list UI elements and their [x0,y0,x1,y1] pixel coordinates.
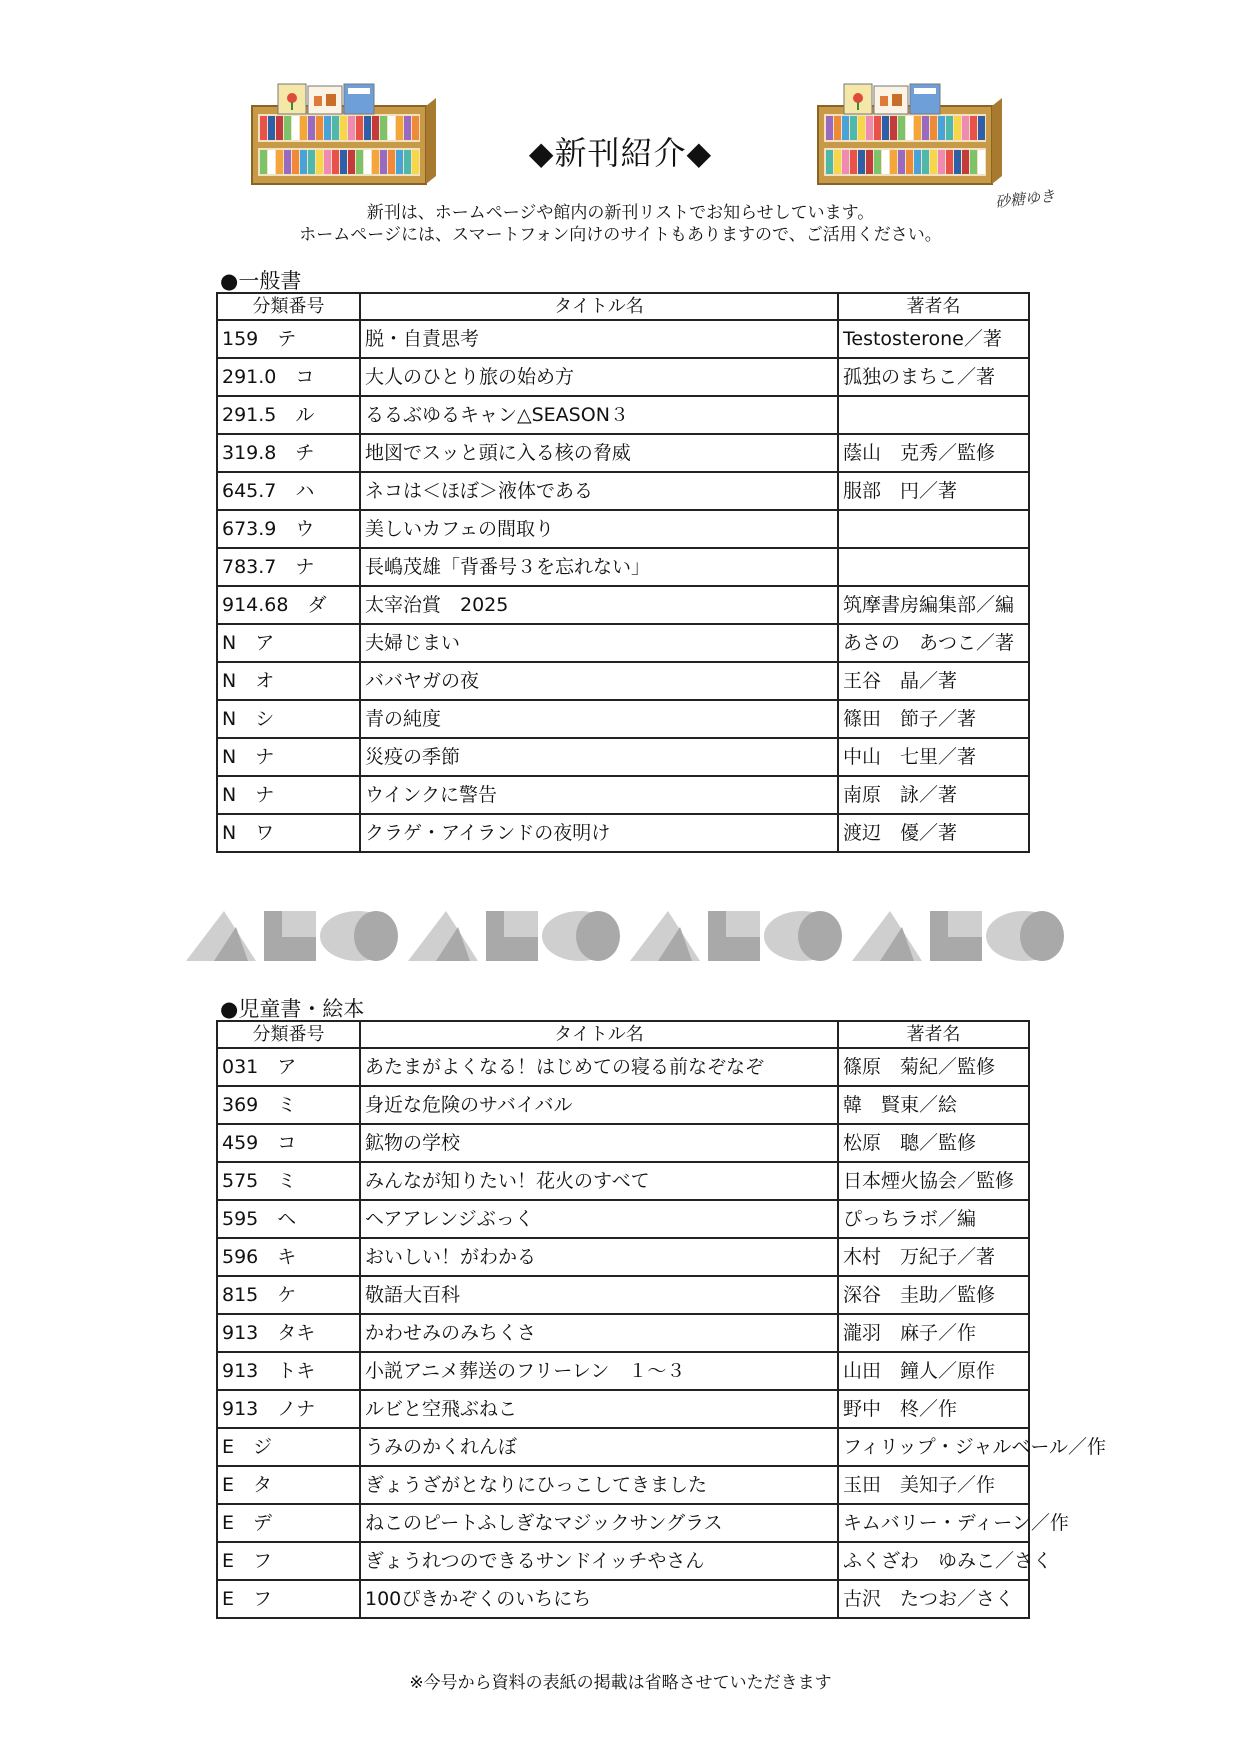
cell-title: 太宰治賞 2025 [360,586,838,624]
table-row [217,1504,1029,1542]
cell-author: 深谷 圭助／監修 [838,1276,1029,1314]
cell-author: 渡辺 優／著 [838,814,1029,852]
header-title: タイトル名 [360,293,838,320]
cell-title: 100ぴきかぞくのいちにち [360,1580,838,1618]
table-row [217,1466,1029,1504]
cell-author: フィリップ・ジャルベール／作 [838,1428,1029,1466]
cell-title: ぎょうれつのできるサンドイッチやさん [360,1542,838,1580]
table-header-row [217,1021,1029,1048]
cell-title: かわせみのみちくさ [360,1314,838,1352]
cell-title: 夫婦じまい [360,624,838,662]
header-code: 分類番号 [217,293,360,320]
divider-square-highlight [282,911,316,937]
cell-code: E ジ [217,1428,360,1466]
cell-title: 地図でスッと頭に入る核の脅威 [360,434,838,472]
table-row [217,586,1029,624]
cell-title: ウインクに警告 [360,776,838,814]
cell-author: 松原 聰／監修 [838,1124,1029,1162]
table-row [217,1124,1029,1162]
cell-title: 災疫の季節 [360,738,838,776]
header-code: 分類番号 [217,1021,360,1048]
cell-title: 長嶋茂雄「背番号３を忘れない」 [360,548,838,586]
table-row [217,472,1029,510]
table-row [217,1352,1029,1390]
table-row [217,510,1029,548]
table-row [217,1542,1029,1580]
page-title: ◆新刊紹介◆ [528,134,713,172]
cell-title: みんなが知りたい！花火のすべて [360,1162,838,1200]
cell-author: 服部 円／著 [838,472,1029,510]
cell-code: 783.7 ナ [217,548,360,586]
cell-title: ババヤガの夜 [360,662,838,700]
cell-title: るるぶゆるキャン△SEASON３ [360,396,838,434]
cell-author: ぴっちラボ／編 [838,1200,1029,1238]
header-title: タイトル名 [360,1021,838,1048]
general-books-table [216,292,1030,853]
cell-code: N ア [217,624,360,662]
cell-author: 韓 賢東／絵 [838,1086,1029,1124]
cell-code: 291.0 コ [217,358,360,396]
table-row [217,1580,1029,1618]
cell-author: 蔭山 克秀／監修 [838,434,1029,472]
cell-author: 瀧羽 麻子／作 [838,1314,1029,1352]
header-author: 著者名 [838,293,1029,320]
divider-square-highlight [726,911,760,937]
divider-ellipse-shade [1020,911,1064,961]
cell-code: 595 ヘ [217,1200,360,1238]
table-row [217,662,1029,700]
cell-author [838,548,1029,586]
table-row [217,624,1029,662]
table-row [217,320,1029,358]
cell-title: 身近な危険のサバイバル [360,1086,838,1124]
cell-title: あたまがよくなる！はじめての寝る前なぞなぞ [360,1048,838,1086]
cell-title: ぎょうざがとなりにひっこしてきました [360,1466,838,1504]
divider-square-highlight [504,911,538,937]
cell-author: Testosterone／著 [838,320,1029,358]
divider-ellipse-shade [354,911,398,961]
table-row [217,1200,1029,1238]
cell-author: 篠田 節子／著 [838,700,1029,738]
illustrator-signature: 砂糖ゆき [994,186,1056,212]
cell-author [838,510,1029,548]
cell-code: 913 トキ [217,1352,360,1390]
children-books-heading: ●児童書・絵本 [220,997,365,1021]
cell-title: ルビと空飛ぶねこ [360,1390,838,1428]
cell-author: 野中 柊／作 [838,1390,1029,1428]
cell-title: 青の純度 [360,700,838,738]
cell-title: うみのかくれんぼ [360,1428,838,1466]
cell-author: あさの あつこ／著 [838,624,1029,662]
table-row [217,358,1029,396]
table-row [217,1314,1029,1352]
cell-code: 673.9 ウ [217,510,360,548]
divider-square-highlight [948,911,982,937]
intro-line-1: 新刊は、ホームページや館内の新刊リストでお知らせしています。 [366,203,875,223]
table-row [217,1086,1029,1124]
cell-code: E デ [217,1504,360,1542]
cell-author: 日本煙火協会／監修 [838,1162,1029,1200]
footer-note: ※今号から資料の表紙の掲載は省略させていただきます [409,1673,832,1693]
cell-author: 南原 詠／著 [838,776,1029,814]
cell-title: 美しいカフェの間取り [360,510,838,548]
header-author: 著者名 [838,1021,1029,1048]
cell-code: 031 ア [217,1048,360,1086]
cell-author: 篠原 菊紀／監修 [838,1048,1029,1086]
cell-code: 319.8 チ [217,434,360,472]
table-row [217,434,1029,472]
cell-author: 木村 万紀子／著 [838,1238,1029,1276]
cell-code: 815 ケ [217,1276,360,1314]
cell-author: ふくざわ ゆみこ／さく [838,1542,1029,1580]
cell-code: 159 テ [217,320,360,358]
cell-code: N ナ [217,738,360,776]
cell-author: 玉田 美知子／作 [838,1466,1029,1504]
table-row [217,738,1029,776]
cell-code: 575 ミ [217,1162,360,1200]
table-row [217,700,1029,738]
table-row [217,1048,1029,1086]
cell-code: 596 キ [217,1238,360,1276]
cell-title: ねこのピートふしぎなマジックサングラス [360,1504,838,1542]
cell-title: 鉱物の学校 [360,1124,838,1162]
table-row [217,396,1029,434]
shapes-divider [186,905,1076,965]
cell-author: 中山 七里／著 [838,738,1029,776]
cell-code: 291.5 ル [217,396,360,434]
cell-code: N ワ [217,814,360,852]
intro-line-2: ホームページには、スマートフォン向けのサイトもありますので、ご活用ください。 [299,225,942,245]
cell-code: 913 タキ [217,1314,360,1352]
cell-code: 369 ミ [217,1086,360,1124]
cell-author: 筑摩書房編集部／編 [838,586,1029,624]
divider-ellipse-shade [576,911,620,961]
cell-author: 山田 鐘人／原作 [838,1352,1029,1390]
cell-code: E タ [217,1466,360,1504]
table-row [217,1238,1029,1276]
cell-title: ヘアアレンジぶっく [360,1200,838,1238]
cell-code: 645.7 ハ [217,472,360,510]
cell-title: 小説アニメ葬送のフリーレン １～３ [360,1352,838,1390]
cell-title: おいしい！がわかる [360,1238,838,1276]
table-row [217,548,1029,586]
cell-code: E フ [217,1580,360,1618]
table-row [217,1162,1029,1200]
cell-author: キムバリー・ディーン／作 [838,1504,1029,1542]
cell-title: 大人のひとり旅の始め方 [360,358,838,396]
cell-title: 脱・自責思考 [360,320,838,358]
cell-author: 王谷 晶／著 [838,662,1029,700]
general-books-heading: ●一般書 [220,269,302,293]
cell-code: 459 コ [217,1124,360,1162]
cell-code: 914.68 ダ [217,586,360,624]
cell-title: 敬語大百科 [360,1276,838,1314]
table-row [217,1390,1029,1428]
cell-author: 孤独のまちこ／著 [838,358,1029,396]
children-books-table [216,1020,1106,1619]
cell-title: クラゲ・アイランドの夜明け [360,814,838,852]
divider-ellipse-shade [798,911,842,961]
cell-code: N ナ [217,776,360,814]
cell-code: N オ [217,662,360,700]
table-header-row [217,293,1029,320]
cell-code: E フ [217,1542,360,1580]
table-row [217,776,1029,814]
table-row [217,1428,1029,1466]
cell-code: N シ [217,700,360,738]
table-row [217,814,1029,852]
table-row [217,1276,1029,1314]
cell-author: 古沢 たつお／さく [838,1580,1029,1618]
cell-code: 913 ノナ [217,1390,360,1428]
cell-title: ネコは＜ほぼ＞液体である [360,472,838,510]
cell-author [838,396,1029,434]
